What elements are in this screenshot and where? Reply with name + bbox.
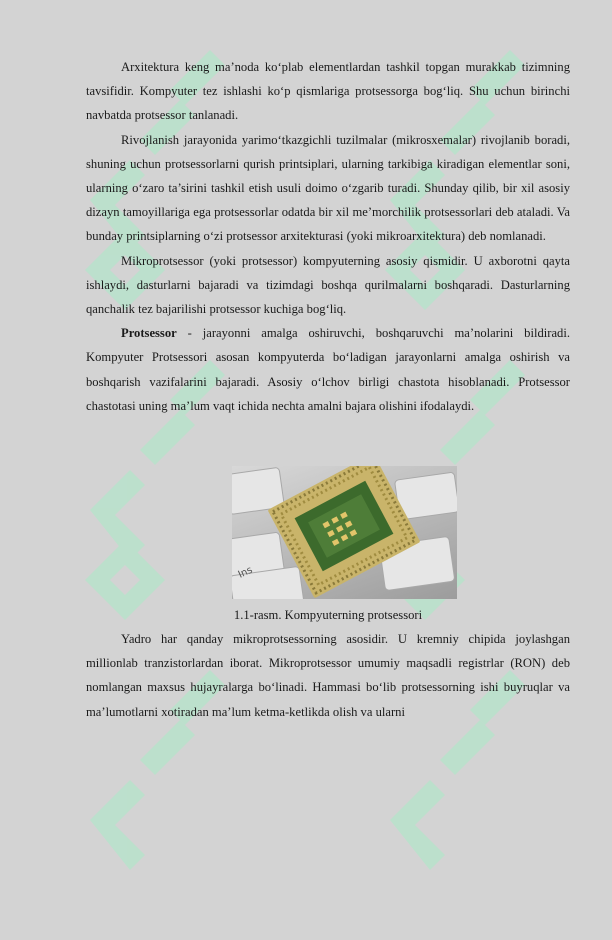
paragraph: Rivojlanish jarayonida yarimo‘tkazgichli tuzilmalar (mikrosxemalar) rivojlanib boradi, shuning uchun protsessorlarni qurish printsiplari, ularning tarkibiga kiradigan elementlar soni, ularning o‘zaro ta’sirini tashkil etish usuli doimo o‘zgarib turadi. Shunday qilib, bir xil asosiy dizayn tamoyillariga ega protsessorlar odatda bir xil me’morchilik protsessorlari deb ataladi. Va bunday printsiplarning o‘zi protsessor arxitekturasi (yoki mikroarxitektura) deb nomlanadi.: [86, 132, 570, 244]
paragraph: Arxitektura keng ma’noda ko‘plab elementlardan tashkil topgan murakkab tizimning tavsifidir. Kompyuter tez ishlashi ko‘p qismlariga protsessorga bog‘liq. Shu uchun birinchi navbatda protsessor tanlanadi.: [86, 60, 570, 123]
paragraph: Yadro har qanday mikroprotsessorning asosidir. U kremniy chipida joylashgan millionlab tranzistorlardan iborat. Mikroprotsessor umumiy maqsadli registrlar (RON) deb nomlangan maxsus hujayralarga bo‘linadi. Hammasi bo‘lib protsessorning ishi buyruqlar va ma’lumotlarni xotiradan ma’lum ketma-ketlikda olish va ularni: [86, 632, 570, 719]
body-text-continued: [86, 627, 570, 724]
body-text: [86, 55, 570, 418]
definition-text: - jarayonni amalga oshiruvchi, boshqaruvchi ma’nolarini bildiradi. Kompyuter Protsessori asosan kompyuterda bo‘ladigan jarayonlarni amalga oshirish va boshqarish vazifalarini bajaradi. Asosiy o‘lchov birligi chastota hisoblanadi. Protsessor chastotasi uning ma’lum vaqt ichida nechta amalni bajara olishini ifodalaydi.: [86, 326, 570, 413]
definition-paragraph: [86, 321, 570, 418]
key-label: Ins: [236, 564, 255, 581]
definition-term: Protsessor: [121, 326, 177, 341]
processor-photo: [232, 466, 457, 599]
cpu-chip-icon: [232, 466, 457, 599]
paragraph: Mikroprotsessor (yoki protsessor) kompyuterning asosiy qismidir. U axborotni qayta ishlaydi, dasturlarni bajaradi va tizimdagi boshqa qurilmalarni boshqaradi. Dasturlarning qanchalik tez bajarilishi protsessor kuchiga bog‘liq.: [86, 253, 570, 317]
figure-caption: 1.1-rasm. Kompyuterning protsessori: [233, 608, 423, 622]
